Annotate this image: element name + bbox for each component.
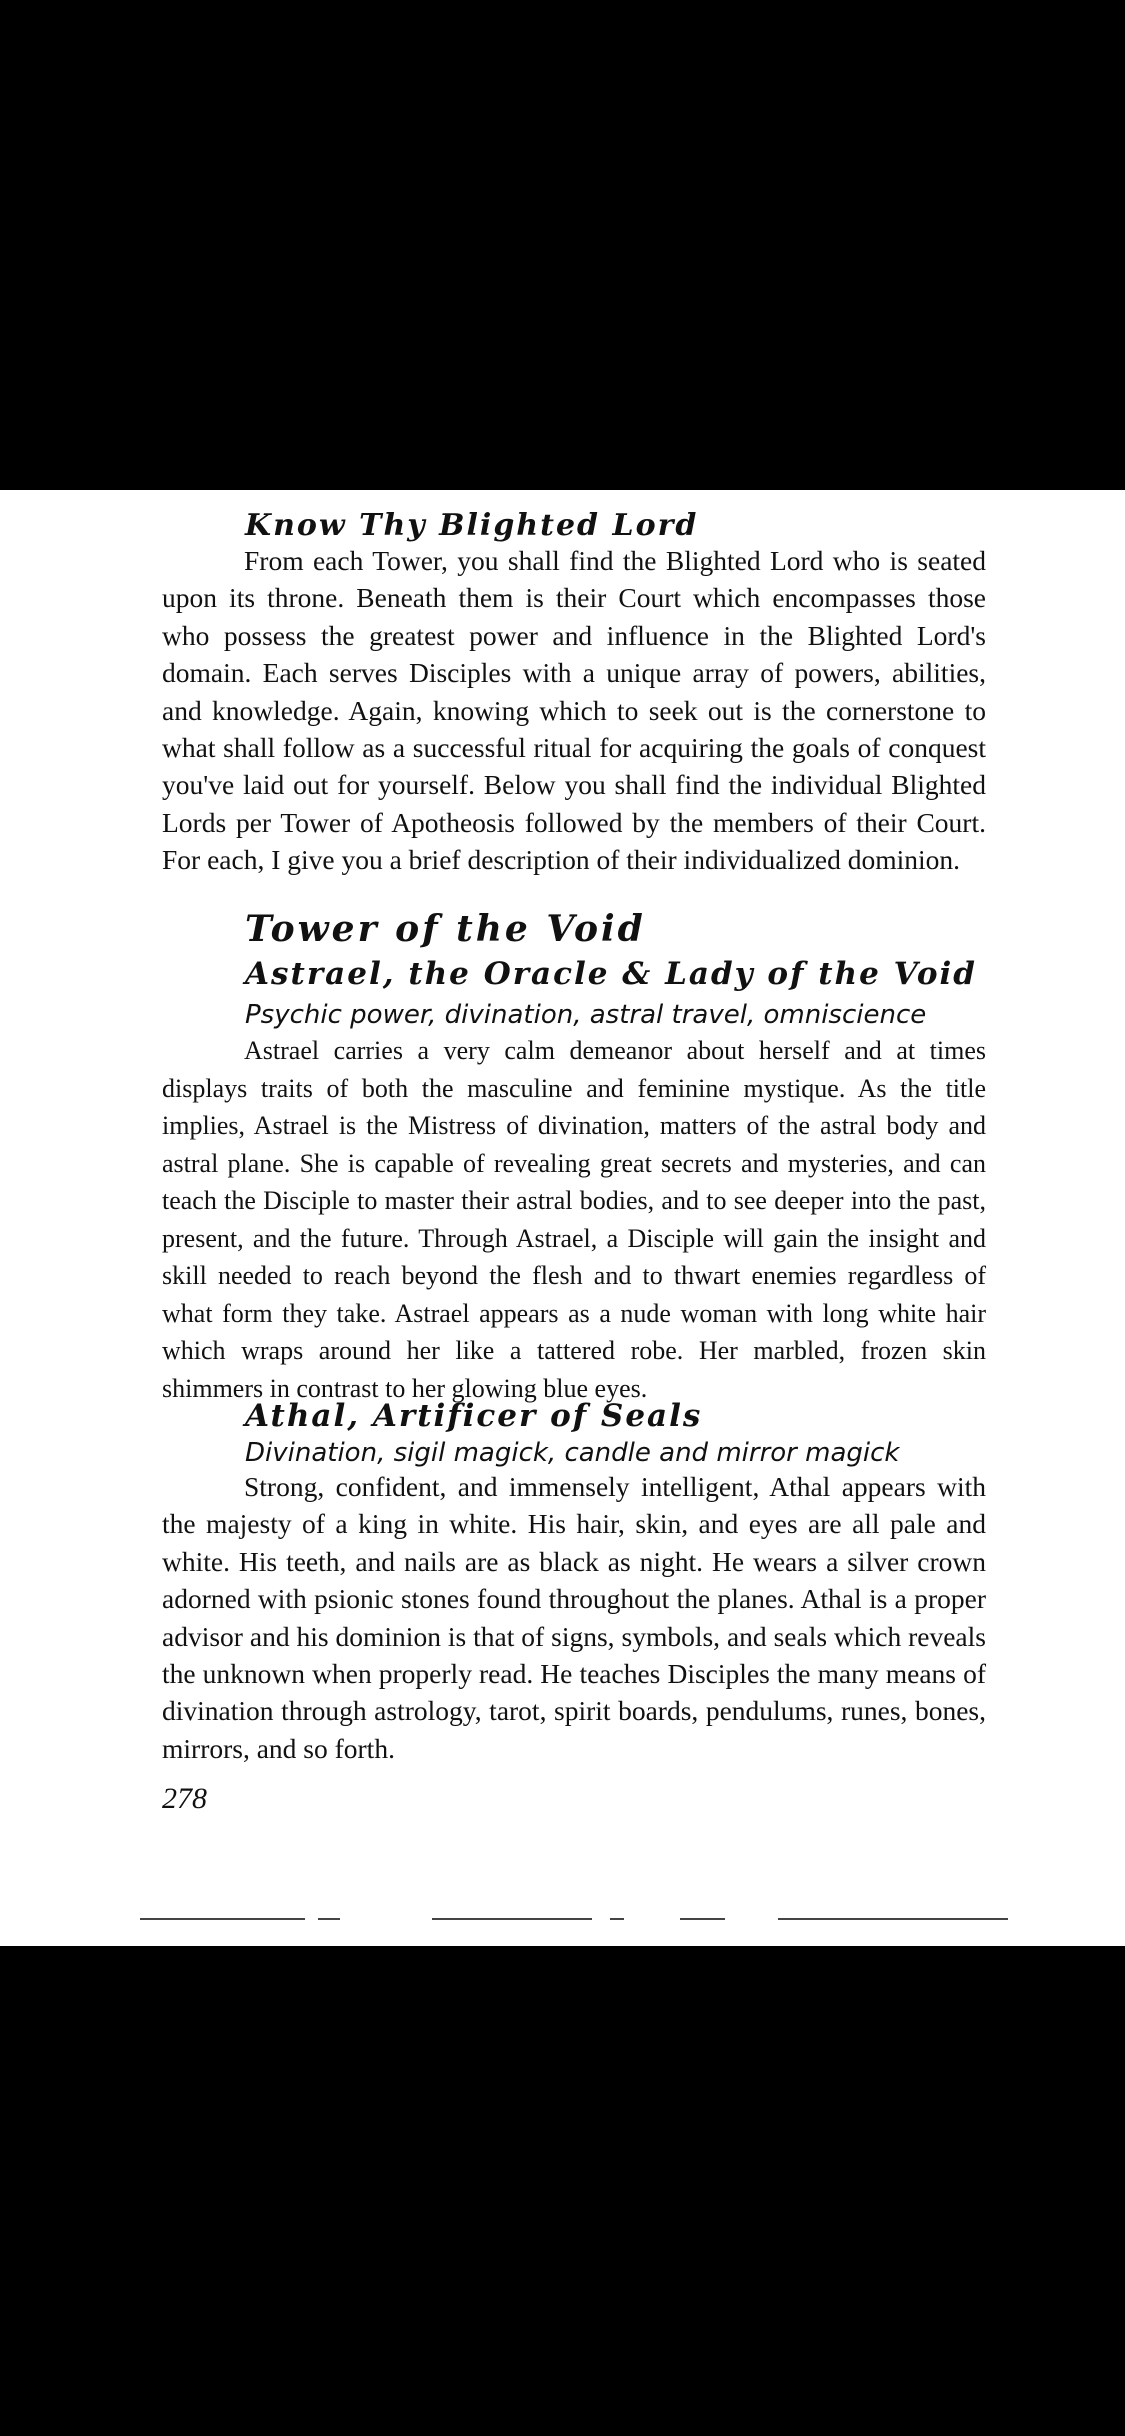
lord-description-astrael-text: Astrael carries a very calm demeanor about herself and at times displays traits of both the masculine and feminine mystique. As the title implies, Astrael is the Mistress of divination, matters of the astral body and astral plane. She is capable of revealing great secrets and mysteries, and can teach the Disciple to master their astral bodies, and to see deeper into the past, present, and the future. Through Astrael, a Disciple will gain the insight and skill needed to reach beyond the flesh and to thwart enemies regardless of what form they take. Astrael appears as a nude woman with long white hair which wraps around her like a tattered robe. Her marbled, frozen skin shimmers in contrast to her glowing blue eyes. (162, 1036, 986, 1403)
lord-dominion-astrael: Psychic power, divination, astral travel, omniscience (245, 1000, 927, 1030)
scan-rule (680, 1918, 725, 1920)
intro-paragraph (162, 542, 986, 879)
document-page (0, 490, 1125, 1946)
lord-title-athal: Athal, Artificer of Seals (245, 1398, 703, 1434)
lord-description-astrael (162, 1032, 986, 1407)
scan-rule (610, 1918, 624, 1920)
page-number: 278 (162, 1782, 207, 1815)
scan-rule (318, 1918, 340, 1920)
lord-description-athal-text: Strong, confident, and immensely intelligent, Athal appears with the majesty of a king in white. His hair, skin, and eyes are all pale and white. His teeth, and nails are as black as night. He wears a silver crown adorned with psionic stones found throughout the planes. Athal is a proper advisor and his dominion is that of signs, symbols, and seals which reveals the unknown when properly read. He teaches Disciples the many means of divination through astrology, tarot, spirit boards, pendulums, runes, bones, mirrors, and so forth. (162, 1471, 986, 1764)
lord-title-astrael: Astrael, the Oracle & Lady of the Void (245, 956, 977, 992)
lord-description-athal (162, 1468, 986, 1767)
lord-dominion-athal: Divination, sigil magick, candle and mirror magick (245, 1438, 900, 1468)
tower-title: Tower of the Void (245, 908, 646, 950)
section-heading: Know Thy Blighted Lord (245, 508, 699, 543)
scan-rule (778, 1918, 1008, 1920)
intro-text: From each Tower, you shall find the Blighted Lord who is seated upon its throne. Beneath them is their Court which encompasses those who possess the greatest power and influence in the Blighted Lord's domain. Each serves Disciples with a unique array of powers, abilities, and knowledge. Again, knowing which to seek out is the cornerstone to what shall follow as a successful ritual for acquiring the goals of conquest you've laid out for yourself. Below you shall find the individual Blighted Lords per Tower of Apotheosis followed by the members of their Court. For each, I give you a brief description of their individualized dominion. (162, 545, 986, 876)
scan-rule (140, 1918, 305, 1920)
scan-rule (432, 1918, 592, 1920)
